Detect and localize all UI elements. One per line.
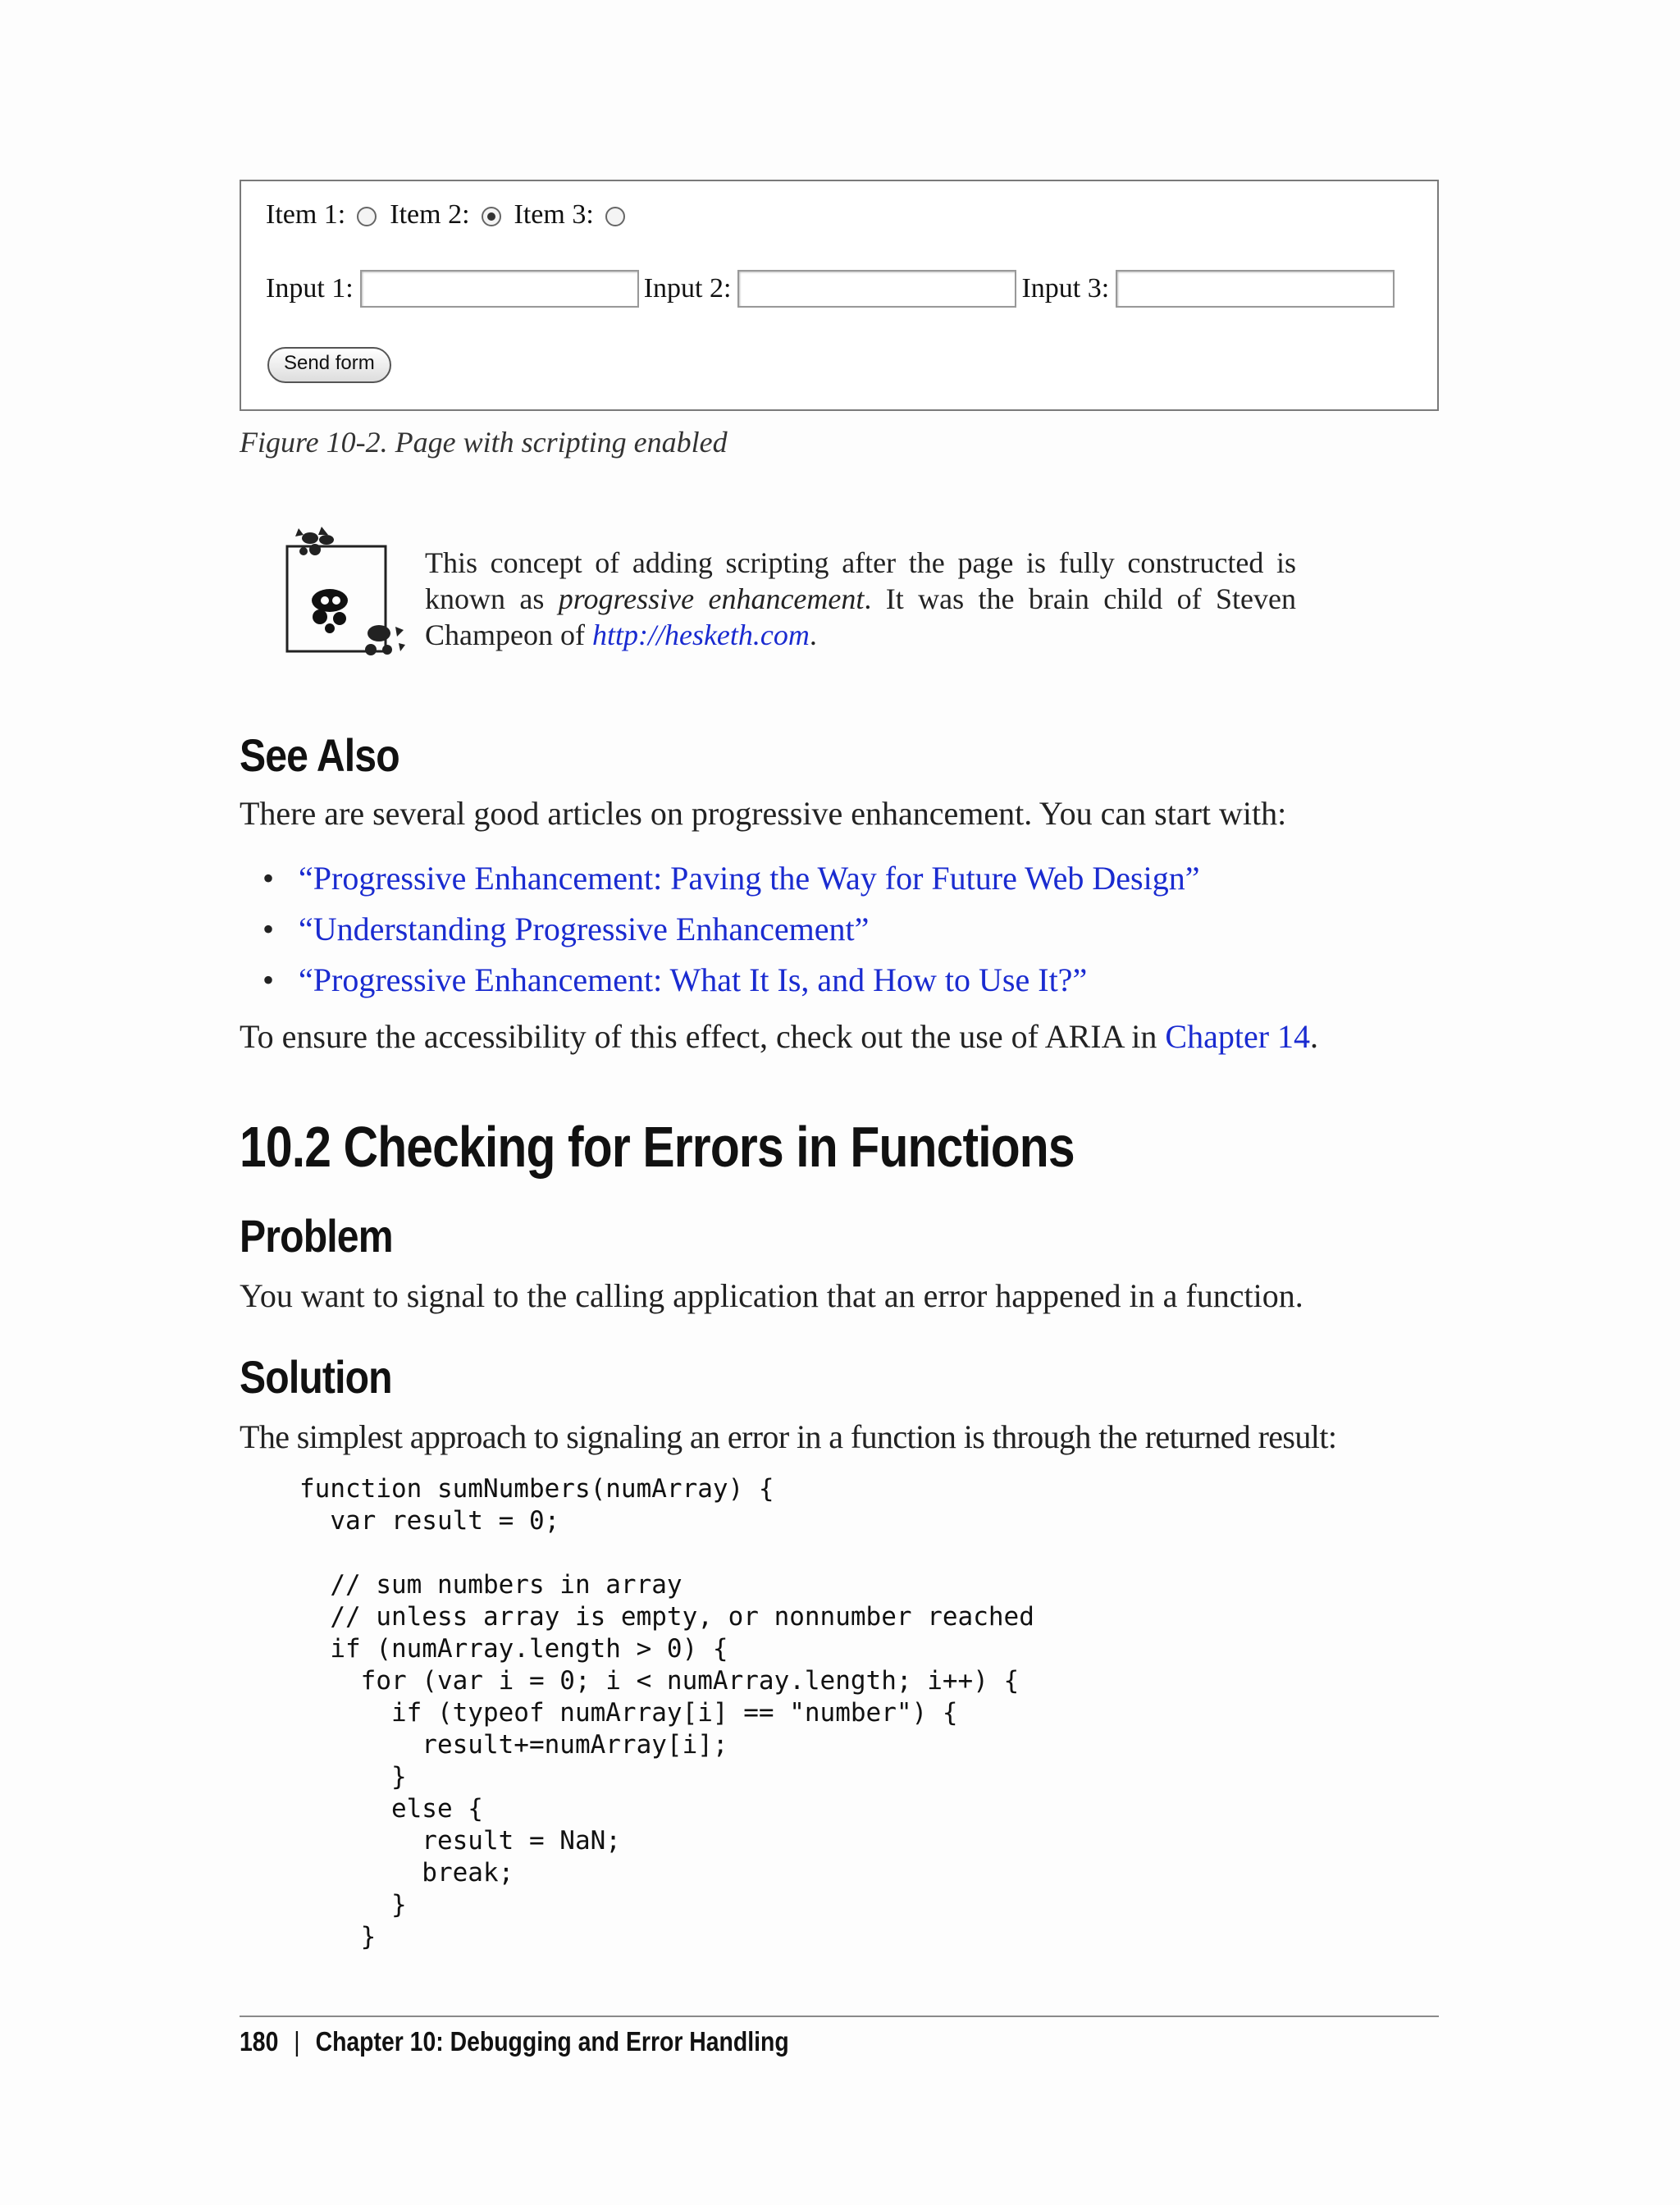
note-emphasis: progressive enhancement <box>558 582 865 615</box>
input-label-2: Input 2: <box>643 273 732 304</box>
input-label-3: Input 3: <box>1021 273 1110 304</box>
chapter-14-link[interactable]: Chapter 14 <box>1165 1018 1311 1055</box>
page-footer: 180 | Chapter 10: Debugging and Error Handling <box>240 2026 789 2057</box>
footer-chapter: Chapter 10: Debugging and Error Handling <box>315 2026 789 2057</box>
radio-label-item-1: Item 1: <box>266 199 346 230</box>
radio-label-item-2: Item 2: <box>390 199 470 230</box>
input-field-2 <box>737 270 1016 308</box>
solution-text: The simplest approach to signaling an error in a function is through the returned result: <box>240 1418 1337 1455</box>
radio-row <box>266 199 638 231</box>
list-item: • “Understanding Progressive Enhancement” <box>262 911 870 947</box>
input-label-1: Input 1: <box>266 273 354 304</box>
input-field-1 <box>360 270 639 308</box>
page-number: 180 <box>240 2026 279 2057</box>
hesketh-link[interactable]: http://hesketh.com <box>591 619 810 651</box>
heading-problem: Problem <box>240 1210 393 1262</box>
figure-caption: Figure 10-2. Page with scripting enabled <box>240 426 728 459</box>
radio-item-1 <box>357 207 377 226</box>
list-item: • “Progressive Enhancement: Paving the Way for Future Web Design” <box>262 860 1200 897</box>
note-text: This concept of adding scripting after the page is fully constructed is known as progressive enhancement. It was the brain child of Steven Champeon of http://hesketh.com. <box>425 546 1296 651</box>
send-form-button: Send form <box>267 347 391 383</box>
heading-see-also: See Also <box>240 729 399 781</box>
heading-solution: Solution <box>240 1351 392 1403</box>
input-field-3 <box>1116 270 1395 308</box>
radio-label-item-3: Item 3: <box>514 199 594 230</box>
see-also-outro: To ensure the accessibility of this effect, check out the use of ARIA in Chapter 14. <box>240 1018 1319 1055</box>
radio-item-3 <box>605 207 625 226</box>
link-understanding-pe[interactable]: “Understanding Progressive Enhancement” <box>299 911 870 947</box>
input-row <box>266 270 1399 308</box>
figure-screenshot <box>240 180 1439 411</box>
section-title: 10.2 Checking for Errors in Functions <box>240 1115 1075 1179</box>
list-item: • “Progressive Enhancement: What It Is, and How to Use It?” <box>262 961 1088 998</box>
link-paving-the-way[interactable]: “Progressive Enhancement: Paving the Way for Future Web Design” <box>299 860 1200 897</box>
code-listing: function sumNumbers(numArray) { var result = 0; // sum numbers in array // unless array is empty, or nonnumber reached if (numArray.length > 0) { for (var i = 0; i < numArray.length; i++) { if (typeof numArray[i] == "number") { result+=numArray[i]; } else { result = NaN; break; } } <box>299 1474 1034 1952</box>
link-what-it-is[interactable]: “Progressive Enhancement: What It Is, and How to Use It?” <box>299 961 1088 998</box>
see-also-list <box>240 853 1199 1006</box>
radio-item-2 <box>482 207 501 226</box>
tarsier-note-icon <box>279 522 418 666</box>
see-also-intro: There are several good articles on progressive enhancement. You can start with: <box>240 795 1287 832</box>
problem-text: You want to signal to the calling application that an error happened in a function. <box>240 1277 1303 1314</box>
footer-divider <box>240 2016 1439 2017</box>
